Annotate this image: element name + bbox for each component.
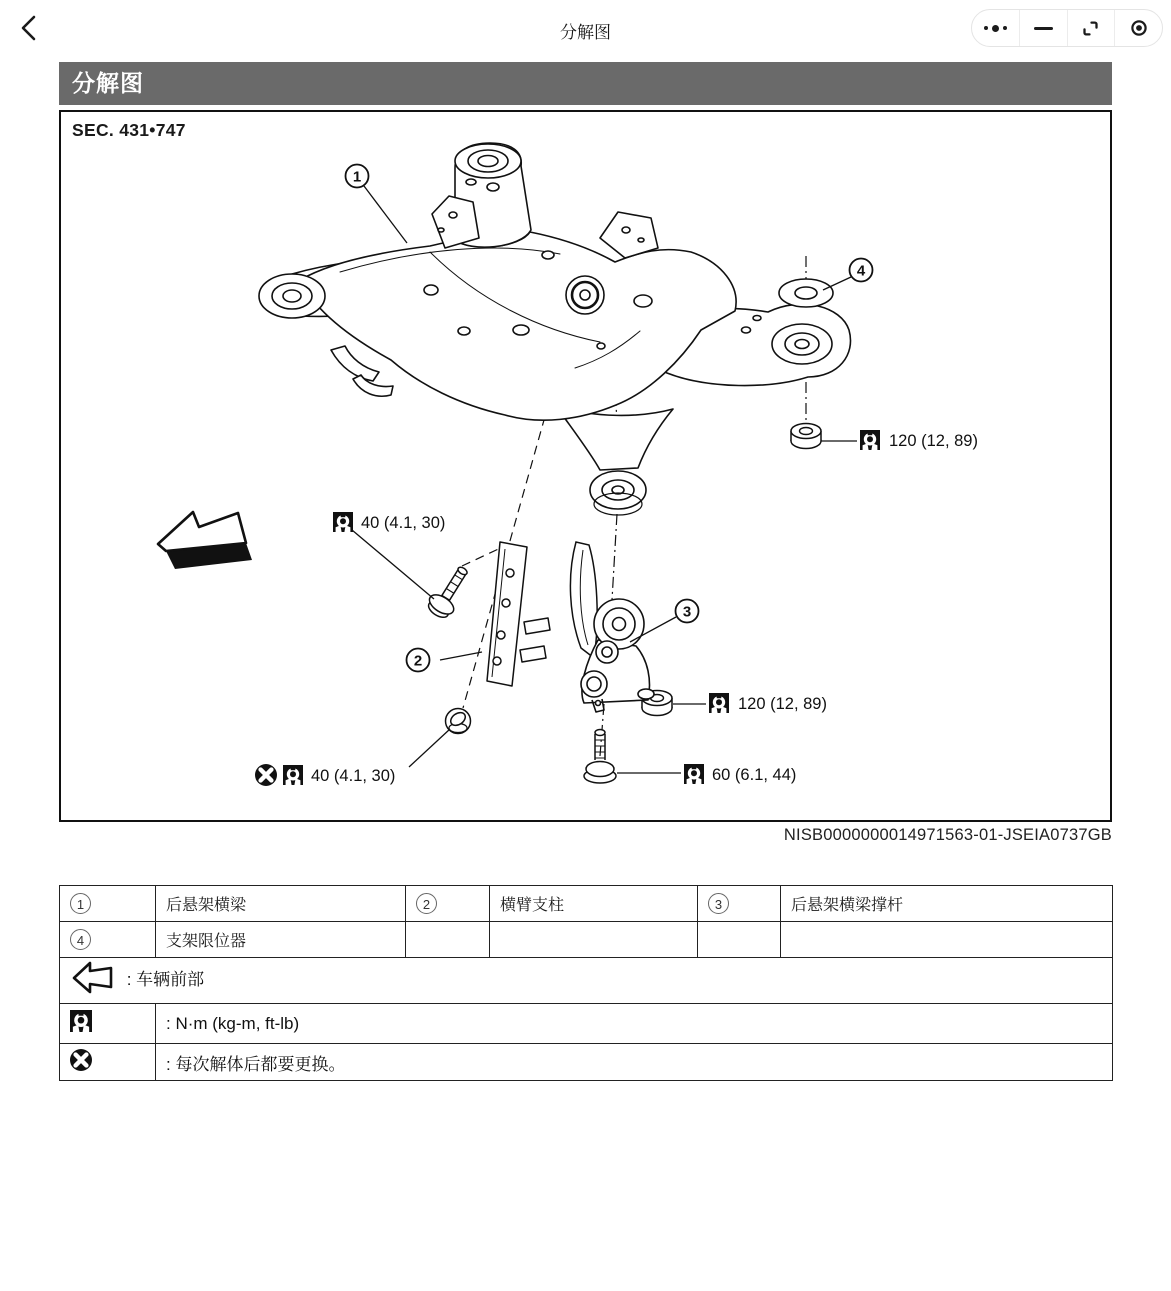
part-num-cell	[60, 886, 156, 922]
restore-button[interactable]	[1067, 10, 1115, 46]
callout-2	[407, 649, 430, 672]
bracket-limiter-washer-drawing	[779, 279, 833, 307]
part-name-cell: 后悬架横梁撑杆	[781, 886, 1113, 922]
sec-label: SEC. 431•747	[72, 120, 186, 140]
legend-front-text: : 车辆前部	[126, 969, 205, 989]
part-num-cell	[406, 922, 490, 958]
legend-torque-icon-cell	[60, 1004, 156, 1044]
legend-row-replace	[60, 1044, 1113, 1081]
svg-text:2: 2	[413, 652, 423, 670]
legend-front-cell	[60, 958, 1113, 1004]
torque-wrench-icon	[709, 693, 729, 713]
torque-wrench-icon	[283, 765, 303, 785]
part-name-cell	[490, 922, 698, 958]
svg-text:120 (12, 89): 120 (12, 89)	[738, 695, 827, 713]
part-num-cell	[60, 922, 156, 958]
window-controls	[971, 9, 1163, 47]
svg-text:60 (6.1, 44): 60 (6.1, 44)	[712, 766, 797, 784]
circle-dot-icon	[1130, 19, 1148, 37]
part-num-cell	[698, 886, 781, 922]
torque-label-bracket-nut	[255, 764, 395, 786]
legend-row-torque	[60, 1004, 1113, 1044]
svg-text:40 (4.1, 30): 40 (4.1, 30)	[361, 514, 446, 532]
table-row	[60, 886, 1113, 922]
svg-text:1: 1	[352, 168, 362, 186]
parts-table	[59, 885, 1113, 958]
replace-x-icon	[70, 1049, 92, 1071]
circled-number: 3	[708, 893, 729, 914]
table-row	[60, 922, 1113, 958]
more-button[interactable]	[972, 10, 1019, 46]
svg-text:3: 3	[682, 603, 692, 621]
callout-3	[676, 600, 699, 623]
replace-x-icon	[255, 764, 277, 786]
part-name-cell	[781, 922, 1113, 958]
front-arrow-icon	[70, 959, 114, 1002]
corner-brackets-icon	[1082, 20, 1099, 37]
svg-text:40 (4.1, 30): 40 (4.1, 30)	[311, 767, 396, 785]
legend-torque-text: : N·m (kg-m, ft-lb)	[156, 1004, 1113, 1044]
stay-bolt	[584, 730, 616, 784]
part-name-cell: 支架限位器	[156, 922, 406, 958]
close-button[interactable]	[1114, 10, 1162, 46]
stay-bracket-drawing	[487, 542, 550, 686]
torque-label-stay-nut	[709, 693, 827, 713]
fin-plate-drawing	[570, 542, 597, 658]
bracket-bolt	[424, 561, 476, 622]
callout-1	[346, 165, 369, 188]
part-name-cell: 横臂支柱	[490, 886, 698, 922]
torque-label-bracket-bolt	[333, 512, 445, 532]
svg-text:120 (12, 89): 120 (12, 89)	[889, 432, 978, 450]
flange-nut-upper	[791, 424, 821, 449]
page-title: 分解图	[560, 23, 611, 42]
part-name-cell: 后悬架横梁	[156, 886, 406, 922]
exploded-diagram-panel	[59, 110, 1112, 822]
section-header: 分解图	[59, 62, 1112, 105]
figure-id: NISB0000000014971563-01-JSEIA0737GB	[783, 826, 1112, 844]
front-direction-arrow	[158, 512, 252, 569]
legend-replace-icon-cell	[60, 1044, 156, 1081]
legend-replace-text: : 每次解体后都要更换。	[156, 1044, 1113, 1081]
svg-text:4: 4	[856, 262, 866, 280]
callout-4	[850, 259, 873, 282]
circled-number: 2	[416, 893, 437, 914]
legend-row-front	[60, 958, 1113, 1004]
minimize-button[interactable]	[1019, 10, 1067, 46]
torque-wrench-icon	[70, 1010, 92, 1032]
minus-icon	[1034, 27, 1053, 30]
torque-label-stay-bolt	[684, 764, 796, 784]
torque-label-upper-right	[860, 430, 978, 450]
torque-wrench-icon	[860, 430, 880, 450]
torque-wrench-icon	[684, 764, 704, 784]
part-num-cell	[698, 922, 781, 958]
rear-suspension-member-drawing	[259, 143, 851, 515]
circled-number: 1	[70, 893, 91, 914]
torque-wrench-icon	[333, 512, 353, 532]
part-num-cell	[406, 886, 490, 922]
legend-table	[59, 957, 1113, 1081]
top-bar	[0, 0, 1171, 56]
exploded-diagram-svg	[61, 112, 1110, 820]
circled-number: 4	[70, 929, 91, 950]
three-dots-icon	[984, 25, 1007, 32]
